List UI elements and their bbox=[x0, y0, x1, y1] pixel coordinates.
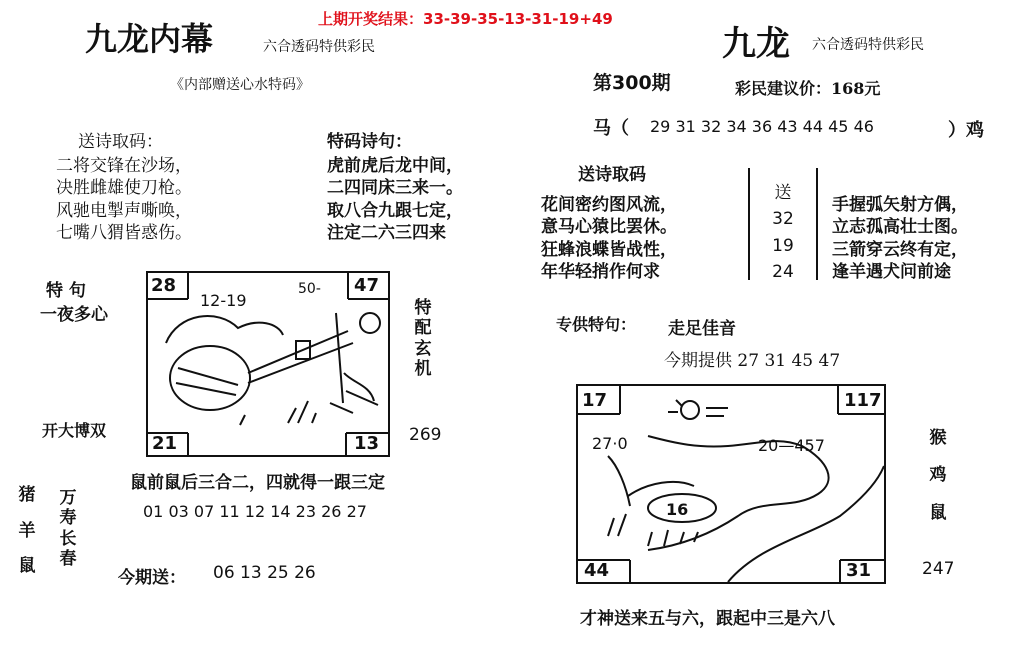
provide-numbers: 今期提供 27 31 45 47 bbox=[664, 351, 841, 371]
left-corner-bottom-left: 21 bbox=[152, 433, 178, 454]
left-special-poem bbox=[327, 155, 463, 245]
issue-number: 第300期 bbox=[593, 72, 671, 94]
special-line: 取八合九跟七定， bbox=[327, 200, 463, 221]
left-rhyme: 鼠前鼠后三合二，四就得一跟三定 bbox=[130, 473, 385, 493]
side-vertical-text: 特配玄机 bbox=[414, 298, 432, 380]
send-column-number: 32 bbox=[772, 209, 794, 230]
poem-line: 二将交锋在沙场， bbox=[56, 156, 192, 176]
right-sketch-text: 16 bbox=[666, 500, 689, 519]
poem-line: 逢羊遇犬问前途 bbox=[832, 262, 951, 283]
right-poem-left bbox=[541, 194, 677, 284]
previous-draw-result: 上期开奖结果：33-39-35-13-31-19+49 bbox=[318, 10, 613, 28]
send-column-left-rule bbox=[748, 168, 750, 280]
right-sketch-text: 27·0 bbox=[592, 434, 628, 453]
poem-line: 七嘴八猬皆惑伤。 bbox=[56, 223, 192, 244]
special-line: 虎前虎后龙中间， bbox=[327, 156, 463, 176]
poem-line: 年华轻捎作何求 bbox=[541, 262, 660, 283]
right-sketch-frame bbox=[576, 384, 886, 584]
right-title: 九龙 bbox=[722, 24, 790, 64]
poem-line: 风驰电掣声嘶唤， bbox=[56, 200, 192, 221]
send-numbers: 06 13 25 26 bbox=[213, 563, 316, 583]
right-bottom-verse: 才神送来五与六，跟起中三是六八 bbox=[580, 609, 835, 629]
poem-line: 意马心猿比罢休。 bbox=[541, 217, 677, 238]
send-column-number: 24 bbox=[772, 262, 794, 283]
poem-line: 立志孤高壮士图。 bbox=[832, 217, 968, 238]
horse-label: 马（ bbox=[593, 118, 629, 139]
send-column-head: 送 bbox=[774, 183, 792, 203]
right-sketch-drawing bbox=[578, 386, 884, 582]
left-zodiac-vertical: 猪羊鼠 bbox=[18, 485, 36, 577]
right-corner-bottom-left: 44 bbox=[584, 560, 610, 581]
right-title-subtitle: 六合透码特供彩民 bbox=[812, 37, 924, 53]
left-title-subtitle: 六合透码特供彩民 bbox=[263, 39, 375, 55]
left-corner-top-right: 47 bbox=[354, 275, 380, 296]
kaida-label: 开大博双 bbox=[42, 421, 107, 440]
right-zodiac-vertical: 猴鸡鼠 bbox=[929, 428, 947, 523]
left-sketch-frame bbox=[146, 271, 390, 457]
tejv-label: 特 句 bbox=[46, 281, 86, 301]
right-sketch-text: 20—457 bbox=[758, 436, 825, 455]
right-corner-bottom-right: 31 bbox=[846, 560, 872, 581]
left-numbers: 01 03 07 11 12 14 23 26 27 bbox=[143, 502, 367, 521]
poem-line: 狂蜂浪蝶皆战性， bbox=[541, 239, 677, 260]
left-poem-heading: 送诗取码： bbox=[78, 132, 163, 152]
poem-line: 花间密约图风流， bbox=[541, 195, 677, 215]
left-poem bbox=[56, 155, 192, 245]
poem-line: 决胜雌雄使刀枪。 bbox=[56, 178, 192, 199]
wanshou-vertical: 万寿长春 bbox=[59, 488, 77, 570]
left-corner-top-left: 28 bbox=[151, 275, 177, 296]
zhuangong-text: 走足佳音 bbox=[668, 319, 736, 339]
right-corner-top-left: 17 bbox=[582, 390, 608, 411]
right-number-247: 247 bbox=[922, 559, 955, 579]
special-line: 注定二六三四来 bbox=[327, 223, 446, 244]
right-poem-right bbox=[832, 194, 968, 284]
left-sketch-text: 12-19 bbox=[200, 291, 247, 310]
special-line: 二四同床三来一。 bbox=[327, 178, 463, 199]
left-special-heading: 特码诗句： bbox=[327, 132, 412, 152]
price: 彩民建议价：168元 bbox=[735, 79, 881, 98]
poem-line: 手握弧矢射方偶， bbox=[832, 195, 968, 215]
send-column-right-rule bbox=[816, 168, 818, 280]
send-column bbox=[758, 180, 808, 285]
send-label: 今期送： bbox=[118, 568, 186, 588]
right-corner-top-right: 117 bbox=[844, 390, 882, 411]
send-column-number: 19 bbox=[772, 235, 794, 256]
left-sketch-text: 50- bbox=[298, 281, 321, 297]
left-corner-bottom-right: 13 bbox=[354, 433, 380, 454]
zhuangong-label: 专供特句： bbox=[556, 315, 637, 334]
rooster-label: ）鸡 bbox=[948, 120, 984, 141]
left-title: 九龙内幕 bbox=[85, 20, 214, 58]
poem-line: 三箭穿云终有定， bbox=[832, 239, 968, 260]
left-sketch-drawing bbox=[148, 273, 388, 455]
left-number-269: 269 bbox=[409, 425, 442, 445]
horse-numbers: 29 31 32 34 36 43 44 45 46 bbox=[650, 117, 874, 136]
left-note: 《内部赠送心水特码》 bbox=[170, 77, 310, 93]
right-poem-heading: 送诗取码 bbox=[578, 165, 646, 185]
tejv-phrase: 一夜多心 bbox=[40, 305, 108, 325]
